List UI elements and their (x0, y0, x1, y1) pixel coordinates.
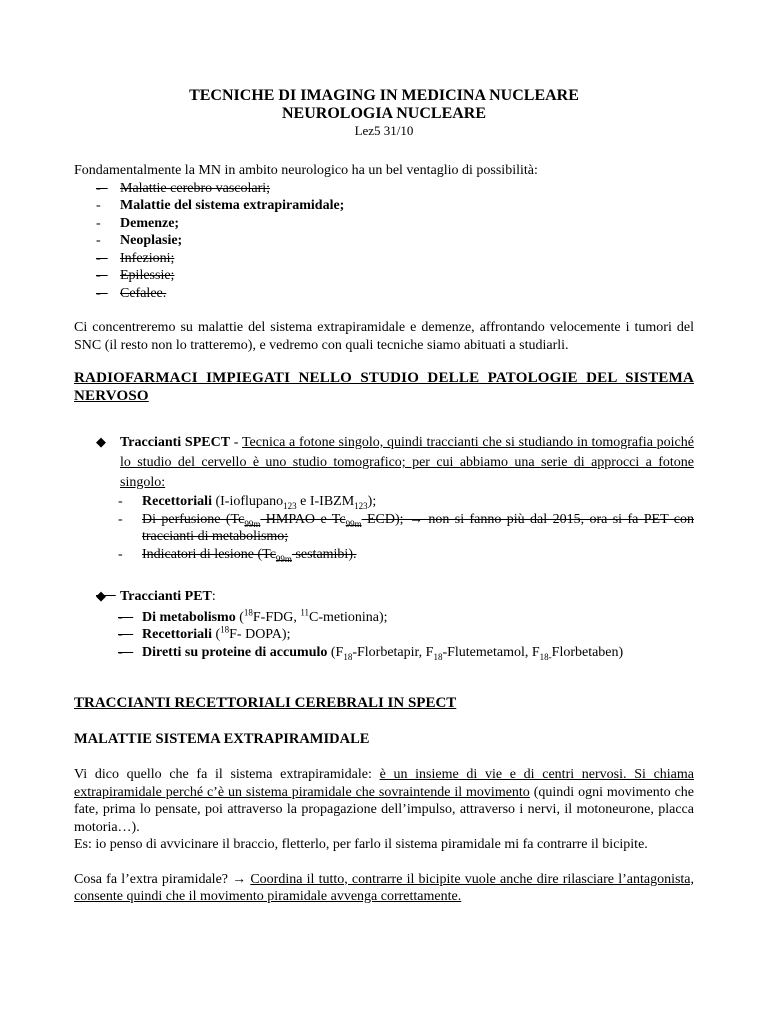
list-item: - Cefalee. (96, 285, 167, 301)
section-heading: TRACCIANTI RECETTORIALI CEREBRALI IN SPECT (74, 695, 457, 711)
list-item: - Recettoriali (I-ioflupano$_{123}$ e $I-IBZM_{123}$); (118, 494, 377, 511)
lesson-label: Lez5 31/10 (354, 123, 414, 138)
list-item: - Recettoriali ($^{18}$F- DOPA); (118, 624, 291, 642)
document-title: TECNICHE DI IMAGING IN MEDICINA NUCLEARE (189, 87, 579, 104)
list-item: - Epilessie; (96, 268, 175, 283)
document-subtitle: NEUROLOGIA NUCLEARE (281, 105, 487, 122)
diamond-bullet-icon: ◆ (96, 434, 106, 449)
document-page (74, 87, 694, 906)
paragraph: Es: io penso di avvicinare il braccio, fletterlo, per farlo il sistema piramidale mi fa contrarre il bicipite. (74, 837, 648, 852)
pet-bullet: ◆ Traccianti PET: (96, 588, 216, 604)
diamond-bullet-icon: ◆ (96, 588, 116, 603)
list-item: - Malattie del sistema extrapiramidale; (96, 198, 345, 213)
list-item: - Di metabolismo ($^{18}$F-FDG, $^{11}$C-metionina); (118, 606, 388, 625)
list-item: - Indicatori di lesione ($Tc_{99m}$ sestamibi). (118, 546, 357, 564)
list-item: - Demenze; (96, 215, 180, 231)
intro-text: Fondamentalmente la MN in ambito neurologico ha un bel ventaglio di possibilità: (74, 163, 538, 178)
spect-bullet: ◆ Traccianti SPECT - Tecnica a fotone singolo, quindi traccianti che si studiando in tomografia poiché lo studio del cervello è uno studio tomografico; per cui abbiamo una serie di approcci a fotone singolo: (96, 434, 694, 490)
list-item: - Diretti su proteine di accumulo ($F_{18}$-Florbetapir, $F_{18}$-Flutemetamol, $F_{18-}Florbetaben$) (118, 644, 624, 662)
paragraph: Vi dico quello che fa il sistema extrapiramidale: è un insieme di vie e di centri nervosi. Si chiama extrapiramidale perché c’è un sistema piramidale che sovraintende il movimento (quindi ogni movimento che fate, prima lo pensate, poi attraverso la propagazione dell’impulso, attraverso i nervi, il motoneurone, placca motoria…). (74, 767, 694, 835)
list-item: - Di perfusione ($Tc_{99m}$ HMPAO e $Tc_{99m}$ ECD); → non si fanno più dal 2015, ora si fa PET con traccianti di metabolismo; (118, 511, 694, 544)
list-item: - Infezioni; (96, 250, 175, 266)
list-item: - Malattie cerebro vascolari; (96, 180, 271, 196)
subsection-heading: MALATTIE SISTEMA EXTRAPIRAMIDALE (74, 730, 370, 747)
list-item: - Neoplasie; (96, 233, 183, 248)
section-heading: RADIOFARMACI IMPIEGATI NELLO STUDIO DELLE PATOLOGIE DEL SISTEMA NERVOSO (74, 370, 694, 404)
paragraph: Cosa fa l’extra piramidale? → Coordina il tutto, contrarre il bicipite vuole anche dire rilasciare l’antagonista, consente quindi che il movimento piramidale avvenga correttamente. (74, 871, 695, 904)
paragraph: Ci concentreremo su malattie del sistema extrapiramidale e demenze, affrontando velocemente i tumori del SNC (il resto non lo tratteremo), e vedremo con quali tecniche siamo abituati a studiarli. (74, 320, 694, 353)
possibility-list (74, 180, 694, 303)
